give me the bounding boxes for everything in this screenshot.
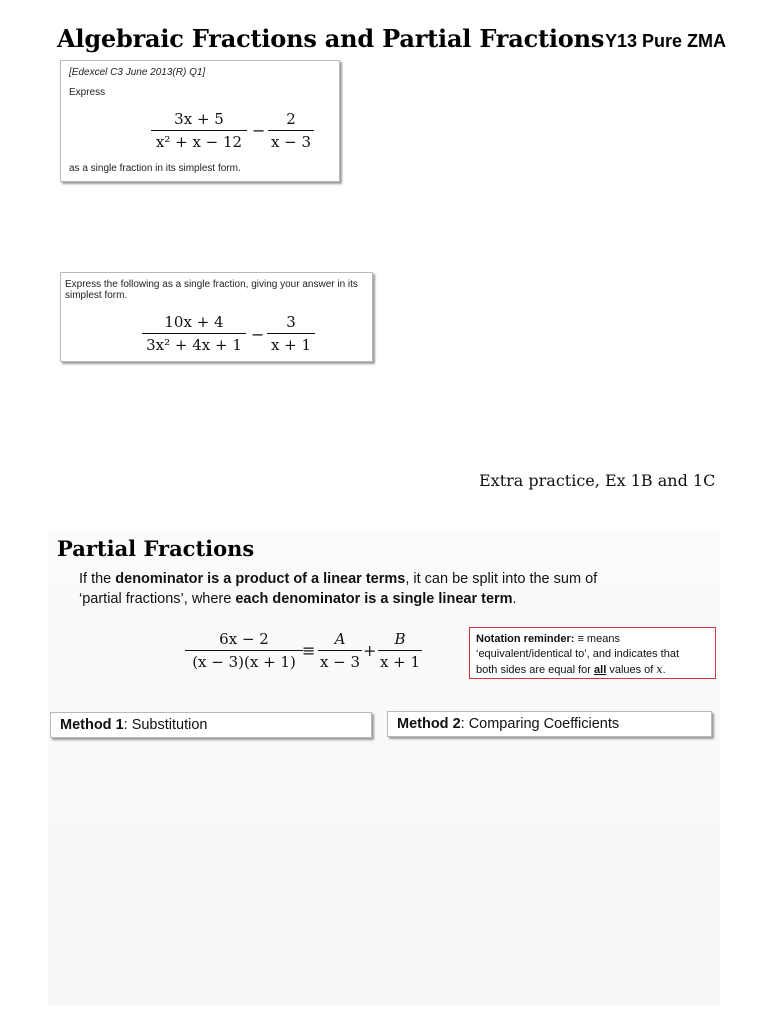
numerator: 2	[286, 110, 296, 128]
notation-reminder-box	[469, 627, 716, 679]
text-run: ‘partial fractions’, where	[79, 591, 236, 607]
variable: x	[656, 663, 663, 676]
partial-fractions-definition	[79, 569, 679, 609]
notation-label: Notation reminder:	[476, 633, 575, 645]
fraction-bar	[268, 130, 314, 131]
numerator: 3	[286, 313, 296, 331]
question-2-fraction-1	[142, 313, 246, 354]
minus-operator: −	[251, 325, 265, 344]
numerator: A	[334, 630, 346, 648]
denominator: x + 1	[379, 653, 421, 671]
extra-practice-note: Extra practice, Ex 1B and 1C	[479, 471, 716, 490]
numerator: 3x + 5	[174, 110, 224, 128]
identity-b-fraction	[378, 630, 422, 671]
bold-run: all	[594, 664, 607, 676]
question-2-prompt-line-2: simplest form.	[65, 290, 128, 301]
question-2-card	[60, 272, 373, 362]
bold-run: each denominator is a single linear term	[235, 591, 513, 607]
method-2-box	[387, 711, 712, 737]
method-1-box	[50, 712, 372, 738]
fraction-bar	[185, 650, 303, 651]
fraction-bar	[151, 130, 247, 131]
text-run: .	[662, 664, 666, 676]
denominator: 3x² + 4x + 1	[146, 336, 242, 354]
numerator: 10x + 4	[164, 313, 224, 331]
fraction-bar	[142, 333, 246, 334]
denominator: x + 1	[270, 336, 312, 354]
identity-lhs-fraction	[185, 630, 303, 671]
course-code: Y13 Pure ZMA	[605, 31, 727, 51]
partial-fraction-identity	[185, 630, 435, 680]
fraction-bar	[267, 333, 315, 334]
minus-operator: −	[252, 121, 266, 140]
denominator: x − 3	[270, 133, 312, 151]
text-run: ≡ means	[574, 633, 620, 645]
question-1-fraction-1	[151, 110, 247, 151]
section-title: Partial Fractions	[57, 536, 255, 561]
denominator: x − 3	[319, 653, 361, 671]
text-run: ‘equivalent/identical to’, and indicates that	[476, 648, 680, 660]
text-run: values of	[606, 664, 657, 676]
question-1-fraction-2	[268, 110, 314, 151]
text-run: , it can be split into the sum of	[405, 571, 598, 587]
numerator: B	[394, 630, 406, 648]
denominator: (x − 3)(x + 1)	[192, 653, 296, 671]
plus-operator: +	[363, 641, 377, 660]
question-2-prompt-line-1: Express the following as a single fraction, giving your answer in its	[65, 279, 358, 290]
denominator: x² + x − 12	[155, 133, 243, 151]
method-2-text: : Comparing Coefficients	[460, 716, 620, 732]
question-1-prompt: Express	[69, 87, 106, 98]
question-2-fraction-2	[267, 313, 315, 354]
text-run: If the	[79, 571, 116, 587]
numerator: 6x − 2	[219, 630, 269, 648]
question-1-card	[60, 60, 340, 182]
method-2-label: Method 2	[397, 716, 461, 732]
method-1-text: : Substitution	[123, 717, 208, 733]
equivalence-symbol: ≡	[302, 641, 316, 660]
identity-a-fraction	[318, 630, 362, 671]
fraction-bar	[318, 650, 362, 651]
page-title: Algebraic Fractions and Partial Fractions	[57, 24, 605, 53]
fraction-bar	[378, 650, 422, 651]
question-1-source: [Edexcel C3 June 2013(R) Q1]	[69, 67, 206, 78]
bold-run: denominator is a product of a linear terms	[115, 571, 406, 587]
text-run: .	[512, 591, 517, 607]
question-1-footer: as a single fraction in its simplest form.	[69, 163, 241, 174]
text-run: both sides are equal for	[476, 664, 595, 676]
method-1-label: Method 1	[60, 717, 124, 733]
